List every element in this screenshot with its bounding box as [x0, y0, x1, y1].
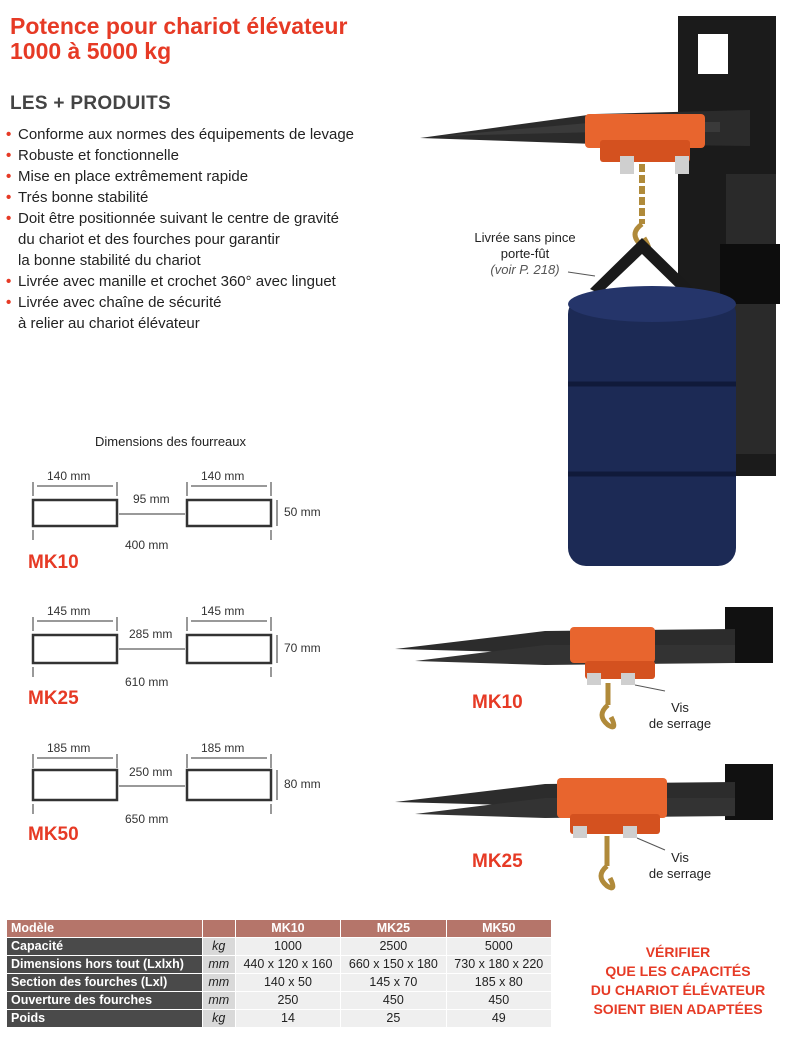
warning-line-2: QUE LES CAPACITÉS	[605, 963, 751, 979]
feature-text: du chariot et des fourches pour garantir	[18, 231, 280, 248]
screw-line-2: de serrage	[648, 716, 712, 731]
feature-item	[6, 124, 406, 145]
warning-line-4: SOIENT BIEN ADAPTÉES	[593, 1001, 763, 1017]
feature-text: • Robuste et fonctionnelle	[18, 147, 179, 164]
feature-item	[6, 208, 406, 271]
feature-text: • Conforme aux normes des équipements de levage	[18, 126, 355, 143]
feature-text: • Trés bonne stabilité	[18, 189, 149, 206]
sleeve-height: 50 mm	[284, 505, 321, 519]
cell-mk10: 14	[235, 1010, 340, 1028]
screw-line-1: Vis	[671, 850, 689, 865]
sleeve-width-right: 185 mm	[201, 741, 245, 755]
callout-ref: (voir P. 218)	[490, 262, 560, 277]
row-unit: kg	[202, 938, 235, 956]
cell-mk50: 49	[446, 1010, 551, 1028]
header-mk10: MK10	[235, 920, 340, 938]
feature-item	[6, 271, 406, 292]
callout-line-1: Livrée sans pince	[474, 230, 576, 245]
sleeve-total: 650 mm	[125, 812, 169, 826]
header-mk25: MK25	[341, 920, 446, 938]
callout-line-2: porte-fût	[500, 246, 550, 261]
warning-line-1: VÉRIFIER	[645, 944, 711, 960]
row-unit: kg	[202, 1010, 235, 1028]
feature-text: • Livrée avec chaîne de sécurité	[18, 294, 222, 311]
photo-label-mk25: MK25	[472, 851, 523, 872]
header-unit	[202, 920, 235, 938]
table-row	[7, 992, 552, 1010]
sleeve-width-left: 145 mm	[47, 604, 91, 618]
sleeve-width-right: 145 mm	[201, 604, 245, 618]
page-title	[10, 14, 430, 64]
feature-text: • Livrée avec manille et crochet 360° avec linguet	[18, 273, 336, 290]
model-label-mk50: MK50	[28, 824, 79, 845]
cell-mk10: 250	[235, 992, 340, 1010]
cell-mk10: 440 x 120 x 160	[235, 956, 340, 974]
sleeve-width-left: 185 mm	[47, 741, 91, 755]
row-unit: mm	[202, 992, 235, 1010]
screw-label-mk25	[640, 850, 720, 882]
table-row	[7, 938, 552, 956]
cell-mk25: 2500	[341, 938, 446, 956]
product-photo-drum	[420, 14, 810, 584]
drum-photo-illustration	[420, 14, 810, 584]
feature-text: • Mise en place extrêmement rapide	[18, 168, 249, 185]
photo-label-mk10: MK10	[472, 692, 523, 713]
table-header-row	[7, 920, 552, 938]
feature-item	[6, 166, 406, 187]
title-line-1: Potence pour chariot élévateur	[10, 13, 348, 39]
header-mk50: MK50	[446, 920, 551, 938]
cell-mk50: 185 x 80	[446, 974, 551, 992]
row-label: Ouverture des fourches	[7, 992, 203, 1010]
row-label: Poids	[7, 1010, 203, 1028]
model-label-mk10: MK10	[28, 552, 79, 573]
table-row	[7, 1010, 552, 1028]
sleeve-gap: 285 mm	[129, 627, 173, 641]
header-model: Modèle	[7, 920, 203, 938]
warning-line-3: DU CHARIOT ÉLÉVATEUR	[590, 982, 766, 998]
section-heading: LES + PRODUITS	[10, 93, 171, 114]
capacity-warning	[556, 943, 800, 1019]
cell-mk25: 25	[341, 1010, 446, 1028]
feature-list	[6, 124, 406, 334]
dimensions-title: Dimensions des fourreaux	[95, 434, 247, 449]
feature-item	[6, 145, 406, 166]
cell-mk25: 145 x 70	[341, 974, 446, 992]
cell-mk10: 140 x 50	[235, 974, 340, 992]
table-row	[7, 956, 552, 974]
sleeve-width-left: 140 mm	[47, 469, 91, 483]
callout-no-drum-clamp	[460, 230, 590, 278]
row-unit: mm	[202, 974, 235, 992]
cell-mk50: 450	[446, 992, 551, 1010]
feature-text: à relier au chariot élévateur	[18, 315, 200, 332]
row-label: Capacité	[7, 938, 203, 956]
cell-mk50: 730 x 180 x 220	[446, 956, 551, 974]
sleeve-total: 610 mm	[125, 675, 169, 689]
cell-mk25: 660 x 150 x 180	[341, 956, 446, 974]
row-label: Dimensions hors tout (Lxlxh)	[7, 956, 203, 974]
screw-label-mk10	[640, 700, 720, 732]
feature-text: la bonne stabilité du chariot	[18, 252, 201, 269]
model-label-mk25: MK25	[28, 688, 79, 709]
title-line-2: 1000 à 5000 kg	[10, 38, 172, 64]
row-unit: mm	[202, 956, 235, 974]
row-label: Section des fourches (Lxl)	[7, 974, 203, 992]
sleeve-height: 70 mm	[284, 641, 321, 655]
sleeve-height: 80 mm	[284, 777, 321, 791]
sleeve-gap: 95 mm	[133, 492, 170, 506]
cell-mk10: 1000	[235, 938, 340, 956]
spec-table	[6, 919, 552, 1028]
screw-line-2: de serrage	[648, 866, 712, 881]
cell-mk50: 5000	[446, 938, 551, 956]
feature-text: • Doit être positionnée suivant le centre de gravité	[18, 210, 340, 227]
feature-item	[6, 292, 406, 334]
cell-mk25: 450	[341, 992, 446, 1010]
sleeve-width-right: 140 mm	[201, 469, 245, 483]
table-row	[7, 974, 552, 992]
feature-item	[6, 187, 406, 208]
sleeve-total: 400 mm	[125, 538, 169, 552]
screw-line-1: Vis	[671, 700, 689, 715]
sleeve-gap: 250 mm	[129, 765, 173, 779]
